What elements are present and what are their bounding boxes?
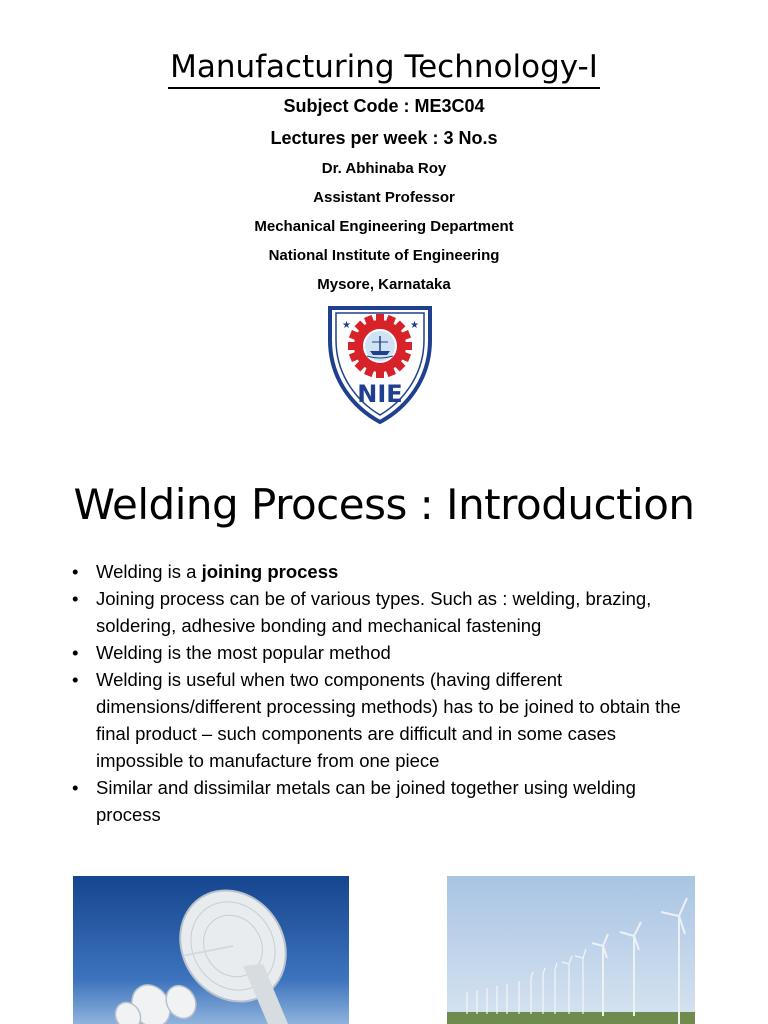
author-name: Dr. Abhinaba Roy bbox=[321, 160, 447, 177]
course-title: Manufacturing Technology-I bbox=[0, 46, 768, 86]
wind-turbines-photo bbox=[447, 876, 695, 1024]
location: Mysore, Karnataka bbox=[317, 276, 451, 293]
list-item: • Similar and dissimilar metals can be joined together using welding process bbox=[72, 777, 636, 825]
section-title: Welding Process : Introduction bbox=[73, 480, 695, 529]
bullet-list bbox=[72, 558, 692, 828]
list-item: • Welding is the most popular method bbox=[72, 642, 391, 663]
list-item: • Welding is a joining process bbox=[72, 561, 339, 582]
institute: National Institute of Engineering bbox=[268, 247, 500, 264]
subject-code: Subject Code : ME3C04 bbox=[283, 96, 485, 116]
nie-logo bbox=[326, 300, 434, 425]
svg-text:★: ★ bbox=[410, 320, 419, 331]
list-item: • Welding is useful when two components (having different dimensions/different processing methods) has to be joined to obtain the final product – such components are difficult and in some cases impossible to manufacture from one piece bbox=[72, 669, 681, 771]
lectures-per-week: Lectures per week : 3 No.s bbox=[270, 128, 498, 148]
satellite-dish-photo bbox=[73, 876, 349, 1024]
logo-text: NIE bbox=[357, 380, 403, 408]
svg-text:★: ★ bbox=[342, 320, 351, 331]
title-slide bbox=[0, 0, 768, 440]
list-item: • Joining process can be of various types. Such as : welding, brazing, soldering, adhesive bonding and mechanical fastening bbox=[72, 588, 652, 636]
author-position: Assistant Professor bbox=[313, 189, 455, 206]
department: Mechanical Engineering Department bbox=[254, 218, 514, 235]
